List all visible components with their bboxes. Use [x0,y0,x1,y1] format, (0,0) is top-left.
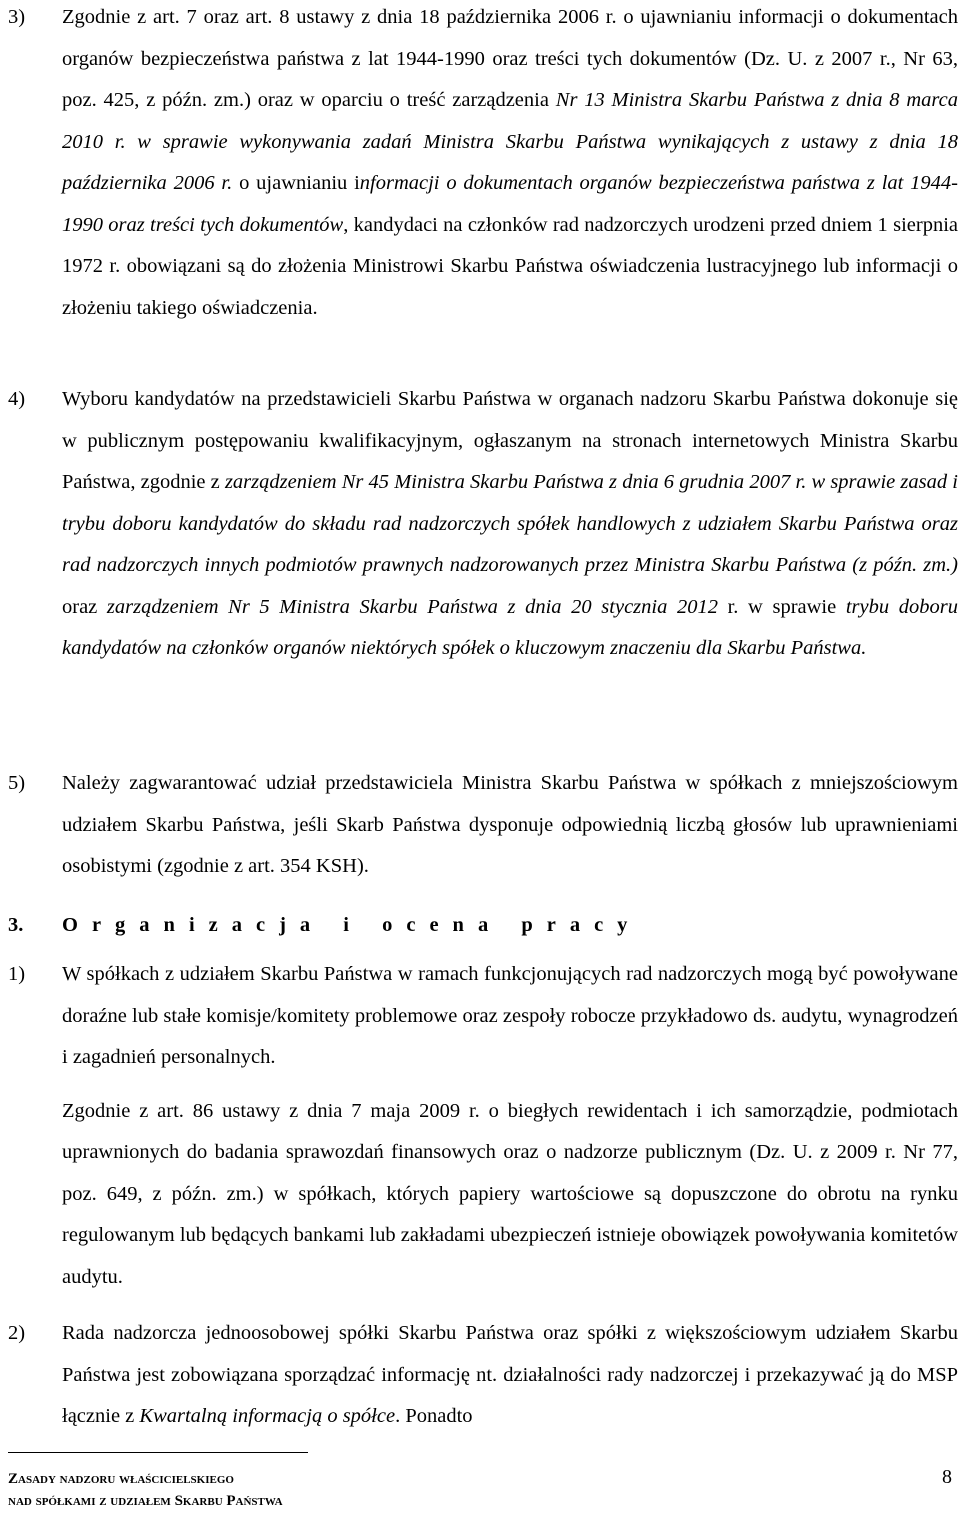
item-text [62,763,958,888]
item-text [62,954,958,1298]
list-item-1 [8,954,958,1298]
text-run-italic: zarządzeniem Nr 45 Ministra Skarbu Państwa z dnia 6 grudnia 2007 r. w sprawie zasad i trybu doboru kandydatów do składu rad nadzorczych spółek handlowych z udziałem Skarbu Państwa oraz rad nadzorczych innych podmiotów prawnych nadzorowanych przez Ministra Skarbu Państwa (z późn. zm.) [62,471,958,576]
item-text [62,0,958,329]
text-run: , kandydaci na członków rad nadzorczych urodzeni przed dniem 1 sierpnia 1972 r. obowiązani są do złożenia Ministrowi Skarbu Państwa oświadczenia lustracyjnego lub informacji o złożeniu takiego oświadczenia. [62,213,958,319]
item-number: 5) [8,772,26,794]
text-run: Zgodnie z art. 7 oraz art. 8 ustawy z dnia 18 października 2006 r. o ujawnianiu informacji o dokumentach organów bezpieczeństwa państwa z lat 1944-1990 oraz treści tych dokumentów (Dz. U. z 2007 r., Nr 63, poz. 425, z późn. zm.) oraz w oparciu o treść zarządzenia [62,6,958,111]
item-number: 3) [8,6,26,28]
paragraph: W spółkach z udziałem Skarbu Państwa w ramach funkcjonujących rad nadzorczych mogą być powoływane doraźne lub stałe komisje/komitety problemowe oraz zespoły robocze przykładowo ds. audytu, wynagrodzeń i zagadnień personalnych. [62,963,958,1068]
item-number: 2) [8,1322,26,1344]
text-run: r. w sprawie [717,595,846,618]
list-item-4 [8,379,958,670]
item-number: 4) [8,388,26,410]
list-item-5 [8,763,958,888]
section-title: Organizacja i ocena pracy [62,914,642,936]
item-number: 1) [8,963,26,985]
text-run-italic: Kwartalną informacją o spółce [139,1405,396,1427]
text-run-italic: zarządzeniem Nr 5 Ministra Skarbu Państwa z dnia 20 stycznia 2012 [106,595,718,618]
list-item-3 [8,0,958,329]
footer-line-2: nad spółkami z udziałem Skarbu Państwa [8,1493,283,1509]
text-run: o ujawnianiu i [232,172,360,194]
section-heading [8,905,641,947]
page-number: 8 [942,1466,952,1488]
item-text [62,1313,958,1438]
list-item-2 [8,1313,958,1438]
text-run-italic: nformacji o dokumentach organów bezpieczeństwa państwa z lat 1944-1990 oraz treści tych dokumentów [62,172,958,236]
text-run: Rada nadzorcza jednoosobowej spółki Skarbu Państwa oraz spółki z większościowym udziałem Skarbu Państwa jest zobowiązana sporządzać informację nt. działalności rady nadzorczej i przekazywać ją do MSP łącznie z [62,1322,958,1427]
text-run: Należy zagwarantować udział przedstawiciela Ministra Skarbu Państwa w spółkach z mniejszościowym udziałem Skarbu Państwa, jeśli Skarb Państwa dysponuje odpowiednią liczbą głosów lub uprawnieniami osobistymi (zgodnie z art. 354 KSH). [62,772,958,877]
paragraph: Zgodnie z art. 86 ustawy z dnia 7 maja 2009 r. o biegłych rewidentach i ich samorządzie, podmiotach uprawnionych do badania sprawozdań finansowych oraz o nadzorze publicznym (Dz. U. z 2009 r. Nr 77, poz. 649, z późn. zm.) w spółkach, których papiery wartościowe są dopuszczone do obrotu na rynku regulowanym lub będących bankami lub zakładami ubezpieczeń istnieje obowiązek powoływania komitetów audytu. [62,1099,959,1288]
text-run: Wyboru kandydatów na przedstawicieli Skarbu Państwa w organach nadzoru Skarbu Państwa dokonuje się w publicznym postępowaniu kwalifikacyjnym, ogłaszanym na stronach internetowych Ministra Skarbu Państwa, zgodnie z [62,388,958,493]
footer-rule [8,1452,308,1453]
text-run-italic: Nr 13 Ministra Skarbu Państwa z dnia 8 marca 2010 r. w sprawie wykonywania zadań Ministra Skarbu Państwa wynikających z ustawy z dnia 18 października 2006 r. [62,89,958,194]
section-number: 3. [8,914,24,936]
text-run-italic: trybu doboru kandydatów na członków organów niektórych spółek o kluczowym znaczeniu dla Skarbu Państwa. [62,595,958,659]
item-text [62,379,958,670]
text-run: . Ponadto [395,1405,473,1427]
footer-line-1: Zasady nadzoru właścicielskiego [8,1471,234,1487]
footer-title [8,1468,283,1512]
text-run: oraz [62,595,107,618]
